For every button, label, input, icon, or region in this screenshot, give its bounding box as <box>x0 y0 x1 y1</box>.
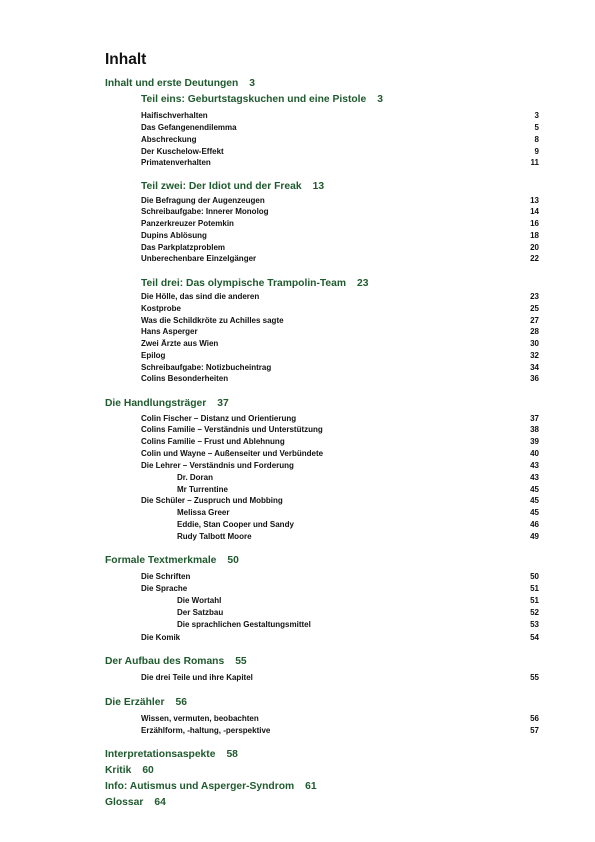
toc-entry[interactable]: Die Schüler – Zuspruch und Mobbing 45 <box>141 496 539 505</box>
toc-entry[interactable]: Colin und Wayne – Außenseiter und Verbündete 40 <box>141 449 539 458</box>
section-heading[interactable]: Der Aufbau des Romans 55 <box>105 656 247 667</box>
toc-entry[interactable]: Die Schriften 50 <box>141 572 539 581</box>
toc-entry[interactable]: Die drei Teile und ihre Kapitel 55 <box>141 673 539 682</box>
section-heading[interactable]: Inhalt und erste Deutungen 3 <box>105 78 256 89</box>
toc-entry[interactable]: Panzerkreuzer Potemkin 16 <box>141 219 539 228</box>
toc-entry[interactable]: Erzählform, -haltung, -perspektive 57 <box>141 726 539 735</box>
toc-entry[interactable]: Zwei Ärzte aus Wien 30 <box>141 339 539 348</box>
toc-entry[interactable]: Der Satzbau 52 <box>177 608 539 617</box>
toc-entry[interactable]: Die Wortahl 51 <box>177 596 539 605</box>
section-heading[interactable]: Teil eins: Geburtstagskuchen und eine Pistole 3 <box>141 94 383 105</box>
toc-entry[interactable]: Rudy Talbott Moore 49 <box>177 532 539 541</box>
toc-entry[interactable]: Kostprobe 25 <box>141 304 539 313</box>
section-heading[interactable]: Teil zwei: Der Idiot und der Freak 13 <box>141 181 325 192</box>
page-title: Inhalt <box>105 51 147 68</box>
toc-entry[interactable]: Das Parkplatzproblem 20 <box>141 243 539 252</box>
toc-entry[interactable]: Colin Fischer – Distanz und Orientierung 37 <box>141 414 539 423</box>
toc-entry[interactable]: Die sprachlichen Gestaltungsmittel 53 <box>177 620 539 629</box>
section-heading[interactable]: Kritik 60 <box>105 765 154 776</box>
toc-entry[interactable]: Wissen, vermuten, beobachten 56 <box>141 714 539 723</box>
toc-entry[interactable]: Colins Familie – Frust und Ablehnung 39 <box>141 437 539 446</box>
toc-entry[interactable]: Die Lehrer – Verständnis und Forderung 43 <box>141 461 539 470</box>
section-heading[interactable]: Formale Textmerkmale 50 <box>105 555 239 566</box>
toc-entry[interactable]: Hans Asperger 28 <box>141 327 539 336</box>
toc-entry[interactable]: Unberechenbare Einzelgänger 22 <box>141 254 539 263</box>
toc-entry[interactable]: Die Befragung der Augenzeugen 13 <box>141 196 539 205</box>
toc-entry[interactable]: Schreibaufgabe: Notizbucheintrag 34 <box>141 363 539 372</box>
section-heading[interactable]: Glossar 64 <box>105 797 166 808</box>
section-heading[interactable]: Info: Autismus und Asperger-Syndrom 61 <box>105 781 317 792</box>
toc-entry[interactable]: Melissa Greer 45 <box>177 508 539 517</box>
toc-entry[interactable]: Dupins Ablösung 18 <box>141 231 539 240</box>
toc-entry[interactable]: Dr. Doran 43 <box>177 473 539 482</box>
toc-entry[interactable]: Colins Besonderheiten 36 <box>141 374 539 383</box>
toc-entry[interactable]: Die Sprache 51 <box>141 584 539 593</box>
toc-entry[interactable]: Die Komik 54 <box>141 633 539 642</box>
toc-entry[interactable]: Das Gefangenendilemma 5 <box>141 123 539 132</box>
section-heading[interactable]: Die Erzähler 56 <box>105 697 187 708</box>
toc-entry[interactable]: Was die Schildkröte zu Achilles sagte 27 <box>141 316 539 325</box>
toc-entry[interactable]: Der Kuschelow-Effekt 9 <box>141 147 539 156</box>
toc-entry[interactable]: Abschreckung 8 <box>141 135 539 144</box>
section-heading[interactable]: Interpretationsaspekte 58 <box>105 749 238 760</box>
toc-entry[interactable]: Primatenverhalten 11 <box>141 158 539 167</box>
toc-entry[interactable]: Mr Turrentine 45 <box>177 485 539 494</box>
toc-entry[interactable]: Die Hölle, das sind die anderen 23 <box>141 292 539 301</box>
section-heading[interactable]: Die Handlungsträger 37 <box>105 398 229 409</box>
toc-entry[interactable]: Haifischverhalten 3 <box>141 111 539 120</box>
toc-entry[interactable]: Epilog 32 <box>141 351 539 360</box>
toc-entry[interactable]: Eddie, Stan Cooper und Sandy 46 <box>177 520 539 529</box>
toc-entry[interactable]: Colins Familie – Verständnis und Unterstützung 38 <box>141 425 539 434</box>
section-heading[interactable]: Teil drei: Das olympische Trampolin-Team 23 <box>141 278 369 289</box>
toc-entry[interactable]: Schreibaufgabe: Innerer Monolog 14 <box>141 207 539 216</box>
